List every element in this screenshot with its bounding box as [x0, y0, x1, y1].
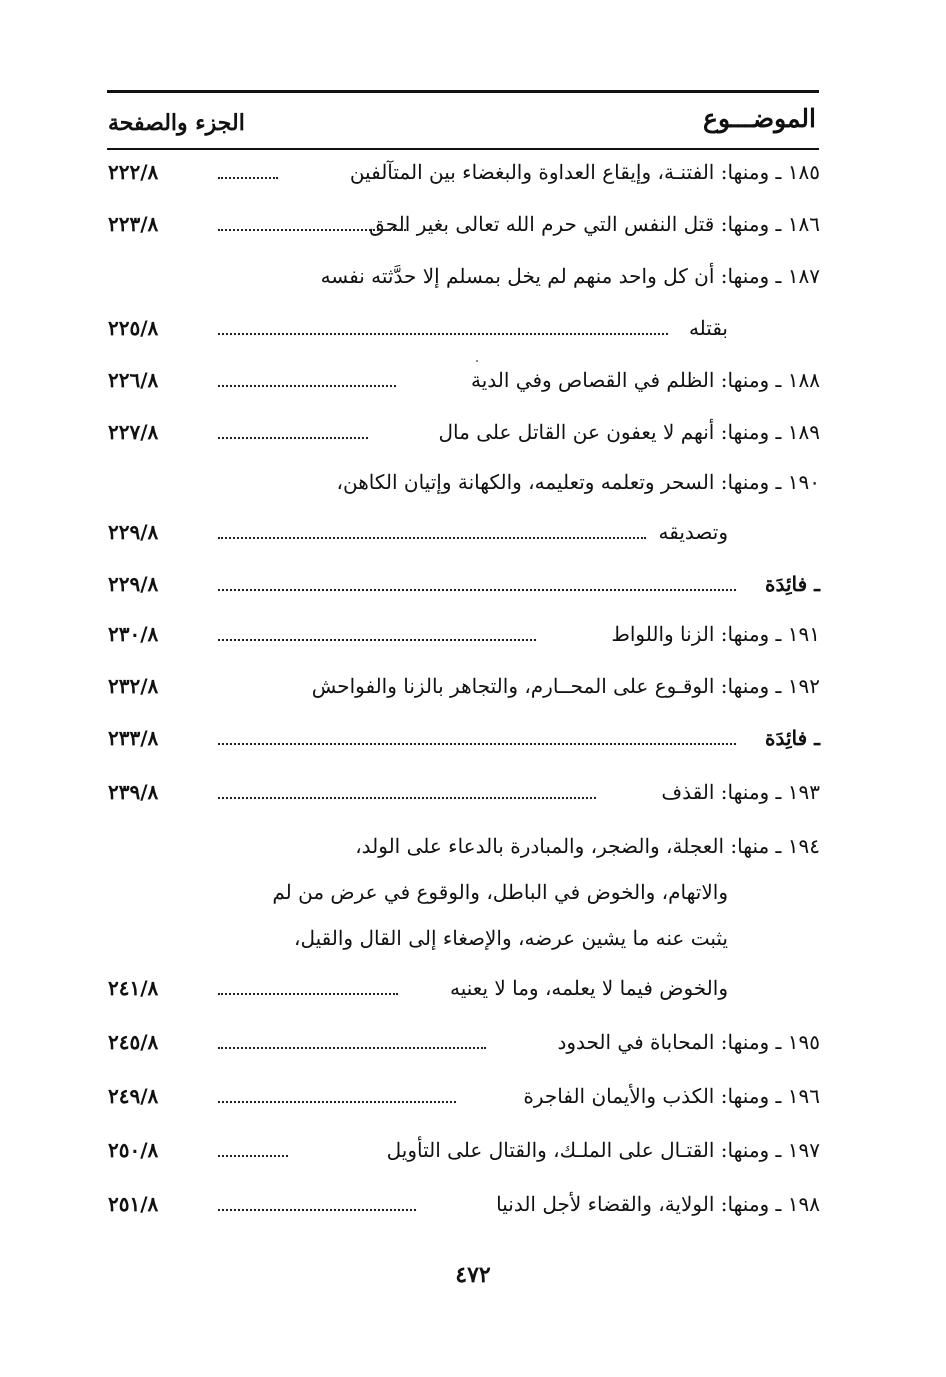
index-entry [108, 622, 820, 662]
leader-dots [218, 993, 398, 995]
entry-title: ـ فائِدَة [764, 572, 820, 596]
index-entry [108, 1192, 820, 1232]
leader-dots [218, 589, 736, 591]
entry-page-ref: ٢٣٠/٨ [108, 622, 159, 646]
leader-dots [218, 797, 596, 799]
entry-title: ١٩٣ ـ ومنها: القذف [661, 780, 820, 804]
leader-dots [218, 1209, 416, 1211]
entry-page-ref: ٢٢٦/٨ [108, 368, 159, 392]
entry-page-ref: ٢٢٣/٨ [108, 212, 159, 236]
index-entry [108, 834, 820, 874]
leader-dots [218, 1101, 456, 1103]
entry-title: ـ فائِدَة [764, 726, 820, 750]
entry-title-continuation: يثبت عنه ما يشين عرضه، والإصغاء إلى القال والقيل، [294, 926, 728, 950]
header-top-rule [107, 90, 819, 93]
index-entry [108, 674, 820, 714]
index-entry [108, 1138, 820, 1178]
entry-page-ref: ٢٣٢/٨ [108, 674, 159, 698]
leader-dots [218, 1047, 486, 1049]
entry-title: ١٨٩ ـ ومنها: أنهم لا يعفون عن القاتل على مال [438, 420, 820, 444]
entry-page-ref: ٢٤٥/٨ [108, 1030, 159, 1054]
page-number: ٤٧٢ [455, 1262, 491, 1288]
index-entry [108, 1030, 820, 1070]
leader-dots [218, 1155, 288, 1157]
index-entry [108, 212, 820, 252]
index-entry [108, 160, 820, 200]
index-entry [108, 470, 820, 510]
entry-page-ref: ٢٢٧/٨ [108, 420, 159, 444]
index-entry-continuation [108, 880, 820, 920]
entry-title: ١٨٨ ـ ومنها: الظلم في القصاص وفي الدية [471, 368, 820, 392]
index-entry-continuation [108, 520, 820, 560]
leader-dots [218, 385, 396, 387]
index-entry [108, 368, 820, 408]
entry-title: ١٩٤ ـ منها: العجلة، والضجر، والمبادرة بالدعاء على الولد، [355, 834, 820, 858]
entry-title-continuation: والخوض فيما لا يعلمه، وما لا يعنيه [450, 976, 728, 1000]
header-page-label: الجزء والصفحة [108, 110, 245, 136]
entry-page-ref: ٢٤٩/٨ [108, 1084, 159, 1108]
entry-page-ref: ٢٢٩/٨ [108, 572, 159, 596]
entry-title: ١٩٥ ـ ومنها: المحاباة في الحدود [557, 1030, 820, 1054]
entry-page-ref: ٢٢٢/٨ [108, 160, 159, 184]
leader-dots [218, 537, 646, 539]
entry-page-ref: ٢٢٥/٨ [108, 316, 159, 340]
leader-dots [218, 743, 736, 745]
leader-dots [218, 333, 668, 335]
entry-title: ١٩٦ ـ ومنها: الكذب والأيمان الفاجرة [523, 1084, 820, 1108]
entry-page-ref: ٢٣٩/٨ [108, 780, 159, 804]
leader-dots [218, 639, 536, 641]
entry-title-continuation: وتصديقه [658, 520, 728, 544]
header-bottom-rule [107, 148, 819, 150]
entry-page-ref: ٢٥١/٨ [108, 1192, 159, 1216]
entry-title: ١٩٢ ـ ومنها: الوقـوع على المحــارم، والتجاهر بالزنا والفواحش [311, 674, 820, 698]
entry-title: ١٩٠ ـ ومنها: السحر وتعلمه وتعليمه، والكهانة وإتيان الكاهن، [336, 470, 820, 494]
index-entry-continuation [108, 976, 820, 1016]
entry-title: ١٨٧ ـ ومنها: أن كل واحد منهم لم يخل بمسلم إلا حدَّثته نفسه [320, 264, 820, 288]
index-entry [108, 780, 820, 820]
entry-title: ١٩١ ـ ومنها: الزنا واللواط [611, 622, 820, 646]
entry-page-ref: ٢٣٣/٨ [108, 726, 159, 750]
index-entry [108, 264, 820, 304]
entry-page-ref: ٢٥٠/٨ [108, 1138, 159, 1162]
index-entry [108, 1084, 820, 1124]
entry-page-ref: ٢٤١/٨ [108, 976, 159, 1000]
index-entry [108, 726, 820, 766]
entry-title: ١٨٦ ـ ومنها: قتل النفس التي حرم الله تعالى بغير الحق [369, 212, 820, 236]
leader-dots [218, 229, 406, 231]
index-entry-continuation [108, 316, 820, 356]
entry-title: ١٩٨ ـ ومنها: الولاية، والقضاء لأجل الدنيا [496, 1192, 820, 1216]
entry-title: ١٩٧ ـ ومنها: القتـال على الملـك، والقتال على التأويل [386, 1138, 820, 1162]
leader-dots [218, 437, 368, 439]
header-topic-label: الموضـــوع [703, 104, 816, 133]
index-entry-continuation [108, 926, 820, 966]
index-entry [108, 572, 820, 612]
entry-page-ref: ٢٢٩/٨ [108, 520, 159, 544]
scan-speck [476, 360, 478, 362]
leader-dots [218, 177, 278, 179]
entry-title-continuation: بقتله [688, 316, 728, 340]
entry-title-continuation: والاتهام، والخوض في الباطل، والوقوع في عرض من لم [272, 880, 728, 904]
entry-title: ١٨٥ ـ ومنها: الفتنـة، وإيقاع العداوة والبغضاء بين المتآلفين [349, 160, 820, 184]
index-entry [108, 420, 820, 460]
